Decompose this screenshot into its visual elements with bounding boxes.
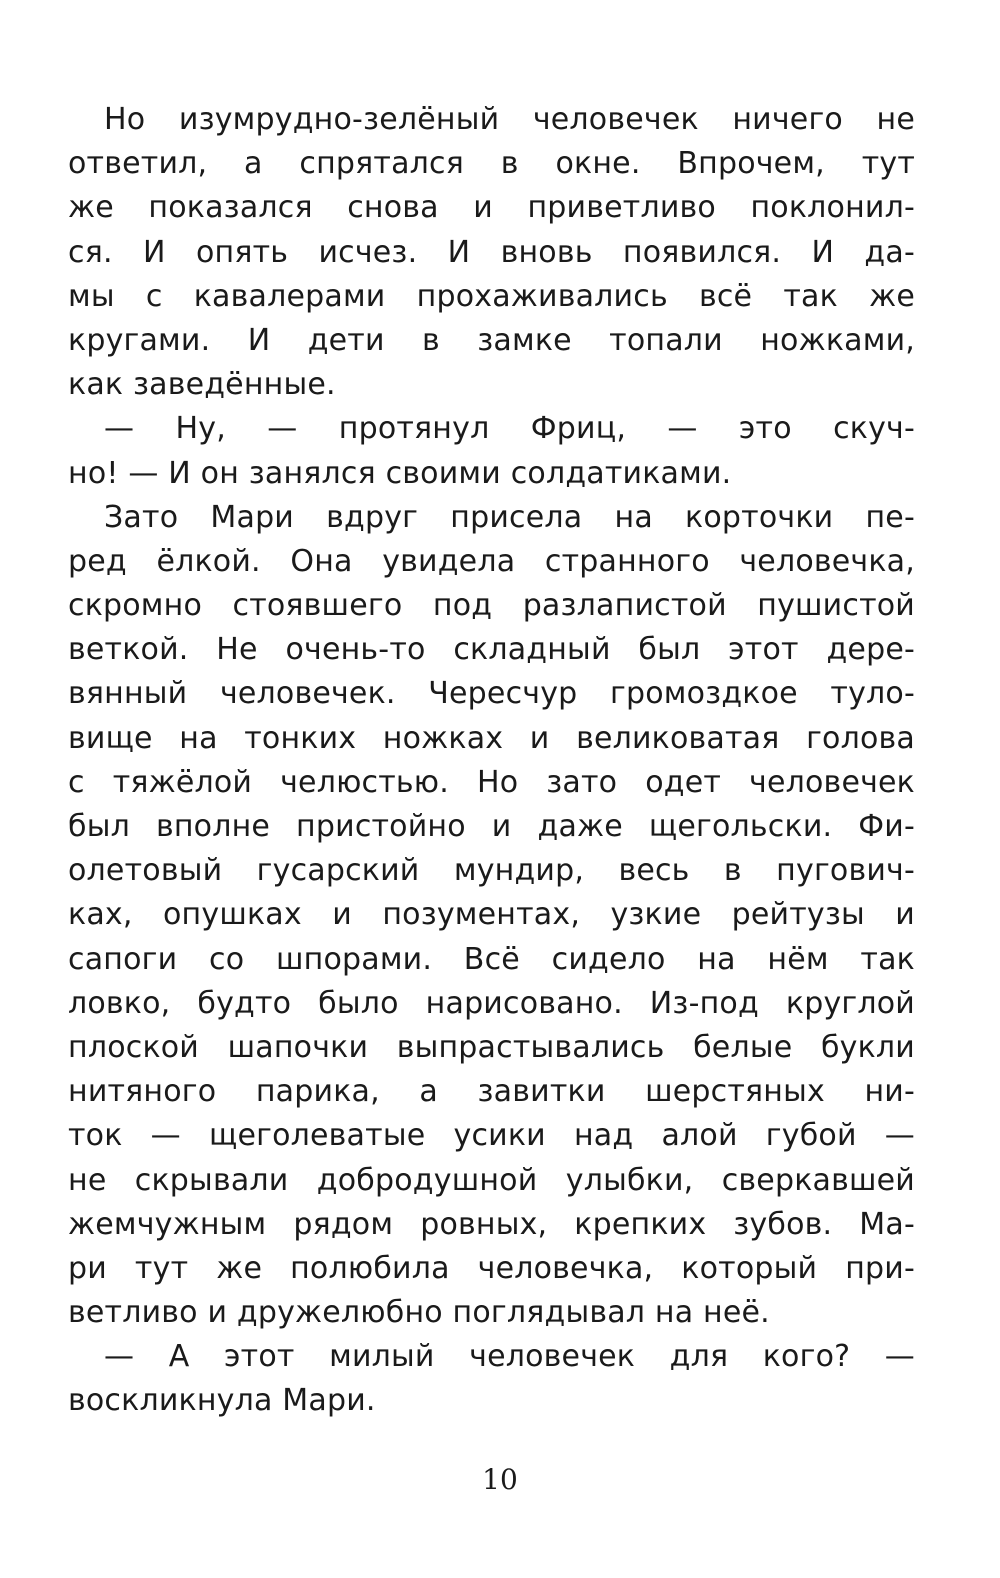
text-line: но! — И он занялся своими солдатиками.: [68, 455, 732, 491]
text-line: с тяжёлой челюстью. Но зато одет человечек: [68, 764, 915, 800]
text-line: нитяного парика, а завитки шерстяных ни-: [68, 1074, 915, 1110]
text-line: воскликнула Мари.: [68, 1383, 376, 1419]
text-line: Но изумрудно-зелёный человечек ничего не: [104, 102, 915, 137]
text-line: же показался снова и приветливо поклонил-: [68, 190, 915, 226]
page-number: 10: [482, 1463, 518, 1496]
text-line: — А этот милый человечек для кого? —: [104, 1339, 915, 1375]
text-line: ток — щеголеватые усики над алой губой —: [68, 1118, 915, 1154]
text-line: олетовый гусарский мундир, весь в пугович-: [68, 853, 915, 889]
text-line: ловко, будто было нарисовано. Из-под круглой: [68, 985, 915, 1021]
text-line: веткой. Не очень-то складный был этот дере-: [68, 632, 915, 668]
text-line: ках, опушках и позументах, узкие рейтузы и: [68, 897, 915, 933]
text-line: жемчужным рядом ровных, крепких зубов. Ма-: [68, 1206, 915, 1242]
text-line: как заведённые.: [68, 367, 336, 403]
body-text: [68, 98, 915, 1424]
text-line: не скрывали добродушной улыбки, сверкавшей: [68, 1162, 915, 1198]
text-line: вянный человечек. Чересчур громоздкое туло-: [68, 676, 915, 712]
text-line: кругами. И дети в замке топали ножками,: [68, 322, 915, 358]
text-line: мы с кавалерами прохаживались всё так же: [68, 278, 915, 314]
text-line: плоской шапочки выпрастывались белые букли: [68, 1029, 915, 1065]
text-line: ветливо и дружелюбно поглядывал на неё.: [68, 1295, 770, 1331]
text-line: ред ёлкой. Она увидела странного человечка,: [68, 543, 915, 579]
text-line: ся. И опять исчез. И вновь появился. И да-: [68, 234, 915, 270]
text-line: скромно стоявшего под разлапистой пушистой: [68, 588, 915, 624]
text-line: вище на тонких ножках и великоватая голова: [68, 720, 915, 756]
text-line: сапоги со шпорами. Всё сидело на нём так: [68, 941, 915, 977]
text-line: — Ну, — протянул Фриц, — это скуч-: [104, 411, 915, 447]
text-line: был вполне пристойно и даже щегольски. Фи-: [68, 809, 915, 844]
text-line: ри тут же полюбила человечка, который при-: [68, 1250, 915, 1286]
text-line: ответил, а спрятался в окне. Впрочем, тут: [68, 146, 915, 182]
text-line: Зато Мари вдруг присела на корточки пе-: [104, 499, 915, 535]
